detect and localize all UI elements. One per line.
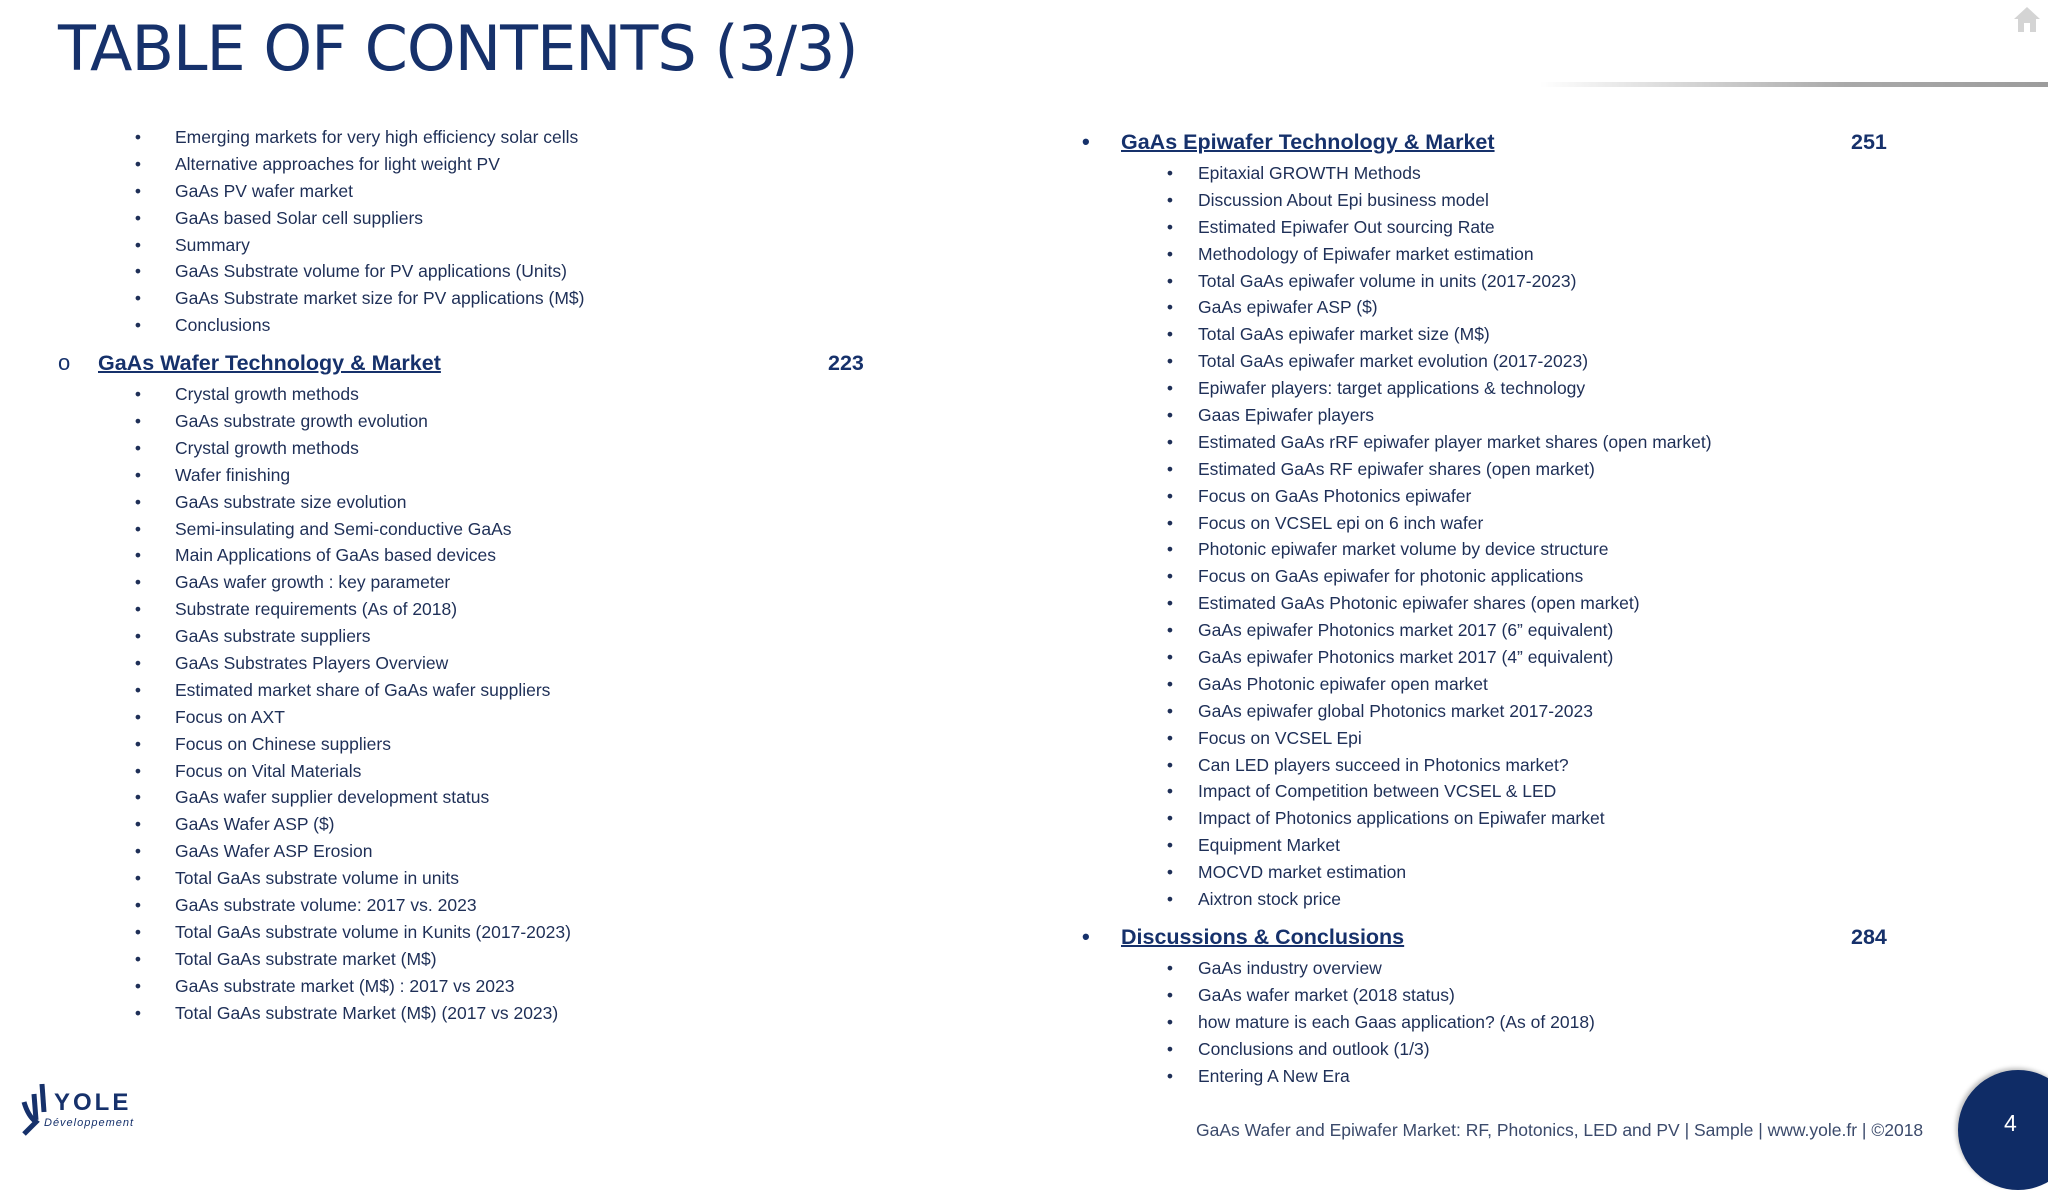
- toc-item: [0, 178, 900, 205]
- toc-item: [0, 946, 900, 973]
- toc-item: [0, 516, 900, 543]
- bullet-icon: •: [1166, 673, 1174, 694]
- toc-item-label: Focus on VCSEL Epi: [1198, 727, 1362, 748]
- bullet-icon: •: [1166, 512, 1174, 533]
- toc-item-label: Estimated GaAs rRF epiwafer player market shares (open market): [1198, 431, 1712, 452]
- bullet-icon: •: [1166, 620, 1174, 641]
- toc-item-label: Entering A New Era: [1198, 1065, 1350, 1086]
- toc-item: [0, 205, 900, 232]
- toc-item: [1060, 536, 1960, 563]
- bullet-icon: •: [134, 464, 142, 485]
- home-icon[interactable]: [2010, 2, 2044, 36]
- toc-item: [1060, 1063, 1960, 1090]
- toc-item: [0, 381, 900, 408]
- bullet-icon: •: [1166, 431, 1174, 452]
- bullet-icon: •: [1166, 781, 1174, 802]
- section-header-gaas-wafer[interactable]: [0, 345, 900, 381]
- toc-item: [0, 489, 900, 516]
- toc-item-label: Epiwafer players: target applications & technology: [1198, 378, 1586, 399]
- toc-item: [1060, 214, 1960, 241]
- toc-item-label: Focus on AXT: [175, 706, 285, 727]
- toc-item: [0, 1000, 900, 1027]
- toc-item-label: how mature is each Gaas application? (As of 2018): [1198, 1011, 1595, 1032]
- yole-logo: [16, 1076, 156, 1138]
- toc-item: [0, 312, 900, 339]
- bullet-icon: •: [1166, 405, 1174, 426]
- page-number-badge: [1958, 1070, 2048, 1190]
- toc-item-label: Main Applications of GaAs based devices: [175, 545, 497, 566]
- toc-item-label: Conclusions and outlook (1/3): [1198, 1038, 1430, 1059]
- bullet-icon: •: [1166, 270, 1174, 291]
- toc-item: [1060, 375, 1960, 402]
- section-page-number: 251: [1851, 130, 1887, 154]
- toc-item: [1060, 187, 1960, 214]
- bullet-icon: •: [1166, 808, 1174, 829]
- toc-item: [0, 232, 900, 259]
- bullet-icon: •: [1166, 458, 1174, 479]
- toc-item-label: Total GaAs substrate market (M$): [175, 948, 437, 969]
- toc-item: [0, 408, 900, 435]
- bullet-icon: •: [134, 841, 142, 862]
- toc-item: [1060, 617, 1960, 644]
- toc-item: [1060, 348, 1960, 375]
- bullet-icon: •: [134, 437, 142, 458]
- bullet-icon: •: [1166, 324, 1174, 345]
- bullet-icon: •: [1166, 727, 1174, 748]
- toc-item: [0, 124, 900, 151]
- bullet-icon: •: [134, 921, 142, 942]
- title-divider: [1540, 82, 2048, 87]
- bullet-icon: •: [134, 895, 142, 916]
- toc-item: [0, 462, 900, 489]
- bullet-icon: •: [134, 814, 142, 835]
- bullet-icon: •: [1166, 163, 1174, 183]
- toc-item: [0, 151, 900, 178]
- bullet-icon: •: [1166, 835, 1174, 856]
- bullet-icon: •: [134, 868, 142, 889]
- bullet-icon: •: [134, 733, 142, 754]
- toc-item-label: Conclusions: [175, 315, 271, 336]
- logo-tagline: Développement: [44, 1117, 135, 1129]
- toc-item-label: Epitaxial GROWTH Methods: [1198, 163, 1421, 183]
- bullet-icon: •: [1166, 862, 1174, 883]
- toc-item: [1060, 725, 1960, 752]
- bullet-icon: •: [134, 545, 142, 566]
- bullet-icon: •: [1166, 1065, 1174, 1086]
- toc-item-label: GaAs Substrate volume for PV applications (Units): [175, 261, 567, 282]
- toc-item: [1060, 671, 1960, 698]
- toc-item-label: Alternative approaches for light weight PV: [175, 153, 500, 174]
- toc-item: [1060, 268, 1960, 295]
- toc-item-label: GaAs based Solar cell suppliers: [175, 207, 424, 228]
- toc-item: [1060, 563, 1960, 590]
- toc-item: [0, 784, 900, 811]
- toc-item: [1060, 982, 1960, 1009]
- toc-item-label: Photonic epiwafer market volume by device structure: [1198, 539, 1609, 560]
- page-title: TABLE OF CONTENTS (3/3): [58, 12, 858, 85]
- toc-item-label: Focus on Vital Materials: [175, 760, 362, 781]
- toc-item: [1060, 859, 1960, 886]
- toc-item-label: GaAs epiwafer global Photonics market 2017-2023: [1198, 700, 1593, 721]
- bullet-icon: •: [134, 760, 142, 781]
- toc-item: [1060, 698, 1960, 725]
- bullet-icon: •: [1166, 539, 1174, 560]
- bullet-icon: •: [134, 180, 142, 201]
- toc-item-label: GaAs epiwafer Photonics market 2017 (6” equivalent): [1198, 620, 1614, 641]
- section-page-number: 284: [1851, 924, 1887, 949]
- toc-item-label: GaAs PV wafer market: [175, 180, 353, 201]
- toc-item-label: Wafer finishing: [175, 464, 291, 485]
- toc-item-label: GaAs wafer market (2018 status): [1198, 984, 1455, 1005]
- bullet-icon: •: [1166, 647, 1174, 668]
- toc-item: [1060, 955, 1960, 982]
- bullet-icon: •: [134, 706, 142, 727]
- bullet-icon: •: [1166, 297, 1174, 318]
- toc-item-label: Crystal growth methods: [175, 384, 359, 405]
- toc-item-label: GaAs Wafer ASP Erosion: [175, 841, 373, 862]
- toc-item-label: GaAs epiwafer ASP ($): [1198, 297, 1378, 318]
- right-column: [1060, 124, 1960, 1089]
- toc-item: [0, 704, 900, 731]
- bullet-icon: •: [134, 1002, 142, 1023]
- bullet-icon: •: [1166, 1011, 1174, 1032]
- toc-item: [0, 677, 900, 704]
- bullet-icon: •: [1166, 189, 1174, 210]
- toc-item-label: Focus on GaAs epiwafer for photonic applications: [1198, 566, 1584, 587]
- bullet-icon: •: [1166, 593, 1174, 614]
- bullet-icon: •: [134, 626, 142, 647]
- toc-item-label: Total GaAs epiwafer volume in units (2017-2023): [1198, 270, 1577, 291]
- toc-item: [0, 285, 900, 312]
- toc-item-label: Focus on Chinese suppliers: [175, 733, 391, 754]
- toc-item-label: GaAs substrate growth evolution: [175, 411, 428, 432]
- bullet-icon: •: [134, 679, 142, 700]
- toc-item: [0, 973, 900, 1000]
- left-column: [0, 124, 900, 1027]
- toc-item-label: Discussion About Epi business model: [1198, 189, 1489, 210]
- bullet-icon: •: [134, 948, 142, 969]
- toc-item-label: Aixtron stock price: [1198, 889, 1341, 910]
- toc-item: [1060, 832, 1960, 859]
- toc-item-label: Estimated market share of GaAs wafer suppliers: [175, 679, 551, 700]
- bullet-icon: •: [1166, 957, 1174, 978]
- toc-item-label: GaAs Wafer ASP ($): [175, 814, 335, 835]
- left-pre-items: [0, 124, 900, 339]
- toc-item-label: Summary: [175, 234, 250, 255]
- toc-item-label: Methodology of Epiwafer market estimation: [1198, 243, 1534, 264]
- toc-item: [1060, 429, 1960, 456]
- toc-item-label: Emerging markets for very high efficiency solar cells: [175, 127, 579, 147]
- bullet-icon: •: [134, 261, 142, 282]
- section-marker: o: [58, 350, 71, 376]
- toc-item-label: Total GaAs substrate Market (M$) (2017 vs 2023): [175, 1002, 559, 1023]
- section-header[interactable]: [1060, 124, 1960, 160]
- toc-item-label: GaAs substrate volume: 2017 vs. 2023: [175, 895, 477, 916]
- bullet-icon: •: [134, 491, 142, 512]
- toc-item: [1060, 241, 1960, 268]
- bullet-icon: •: [134, 572, 142, 593]
- section-marker: •: [1082, 923, 1090, 949]
- toc-item-label: Substrate requirements (As of 2018): [175, 599, 458, 620]
- toc-item-label: Estimated GaAs RF epiwafer shares (open market): [1198, 458, 1595, 479]
- bullet-icon: •: [134, 518, 142, 539]
- toc-item-label: GaAs epiwafer Photonics market 2017 (4” equivalent): [1198, 647, 1614, 668]
- toc-item-label: Crystal growth methods: [175, 437, 359, 458]
- toc-item: [1060, 886, 1960, 913]
- toc-item: [0, 569, 900, 596]
- section-header[interactable]: [1060, 919, 1960, 955]
- toc-item: [1060, 1009, 1960, 1036]
- bullet-icon: •: [1166, 378, 1174, 399]
- bullet-icon: •: [1166, 889, 1174, 910]
- toc-item-label: Impact of Photonics applications on Epiwafer market: [1198, 808, 1605, 829]
- bullet-icon: •: [1166, 754, 1174, 775]
- toc-item: [0, 919, 900, 946]
- toc-item-label: MOCVD market estimation: [1198, 862, 1407, 883]
- toc-item: [0, 865, 900, 892]
- bullet-icon: •: [1166, 566, 1174, 587]
- toc-item: [1060, 402, 1960, 429]
- bullet-icon: •: [134, 653, 142, 674]
- bullet-icon: •: [1166, 984, 1174, 1005]
- toc-item: [1060, 752, 1960, 779]
- toc-item: [1060, 160, 1960, 187]
- toc-item-label: GaAs industry overview: [1198, 957, 1382, 978]
- bullet-icon: •: [134, 207, 142, 228]
- toc-item-label: Can LED players succeed in Photonics market?: [1198, 754, 1569, 775]
- toc-item-label: Focus on VCSEL epi on 6 inch wafer: [1198, 512, 1484, 533]
- toc-item: [0, 731, 900, 758]
- section-link[interactable]: GaAs Wafer Technology & Market: [98, 351, 441, 376]
- bullet-icon: •: [1166, 1038, 1174, 1059]
- toc-item: [0, 838, 900, 865]
- toc-item-label: Focus on GaAs Photonics epiwafer: [1198, 485, 1472, 506]
- bullet-icon: •: [134, 315, 142, 336]
- toc-item: [1060, 321, 1960, 348]
- toc-item: [1060, 1036, 1960, 1063]
- toc-item: [0, 650, 900, 677]
- toc-item: [1060, 483, 1960, 510]
- bullet-icon: •: [134, 787, 142, 808]
- toc-item: [1060, 456, 1960, 483]
- bullet-icon: •: [1166, 243, 1174, 264]
- toc-item: [1060, 778, 1960, 805]
- bullet-icon: •: [1166, 700, 1174, 721]
- toc-item: [0, 596, 900, 623]
- toc-item-label: GaAs substrate size evolution: [175, 491, 407, 512]
- bullet-icon: •: [134, 411, 142, 432]
- toc-item: [1060, 644, 1960, 671]
- toc-item-label: Total GaAs epiwafer market evolution (2017-2023): [1198, 351, 1589, 372]
- toc-item-label: GaAs wafer growth : key parameter: [175, 572, 451, 593]
- toc-item-label: Equipment Market: [1198, 835, 1341, 856]
- bullet-icon: •: [134, 975, 142, 996]
- bullet-icon: •: [134, 288, 142, 309]
- section-link[interactable]: GaAs Epiwafer Technology & Market: [1121, 130, 1495, 154]
- toc-item-label: GaAs substrate suppliers: [175, 626, 371, 647]
- toc-item-label: Total GaAs substrate volume in Kunits (2017-2023): [175, 921, 571, 942]
- toc-item-label: Estimated Epiwafer Out sourcing Rate: [1198, 216, 1495, 237]
- toc-item: [0, 892, 900, 919]
- toc-item-label: Estimated GaAs Photonic epiwafer shares (open market): [1198, 593, 1640, 614]
- toc-item-label: GaAs Substrate market size for PV applications (M$): [175, 288, 585, 309]
- toc-item: [0, 811, 900, 838]
- toc-item: [1060, 590, 1960, 617]
- toc-item-label: Total GaAs substrate volume in units: [175, 868, 460, 889]
- toc-item-label: GaAs substrate market (M$) : 2017 vs 2023: [175, 975, 515, 996]
- toc-item: [0, 542, 900, 569]
- toc-item: [1060, 805, 1960, 832]
- bullet-icon: •: [134, 234, 142, 255]
- toc-item: [1060, 510, 1960, 537]
- section-link[interactable]: Discussions & Conclusions: [1121, 924, 1405, 949]
- section-marker: •: [1082, 129, 1090, 154]
- toc-item: [0, 758, 900, 785]
- toc-item-label: Gaas Epiwafer players: [1198, 405, 1375, 426]
- toc-item-label: GaAs wafer supplier development status: [175, 787, 490, 808]
- toc-item-label: GaAs Substrates Players Overview: [175, 653, 449, 674]
- toc-item-label: Total GaAs epiwafer market size (M$): [1198, 324, 1490, 345]
- toc-item-label: Semi-insulating and Semi-conductive GaAs: [175, 518, 512, 539]
- bullet-icon: •: [1166, 351, 1174, 372]
- logo-wordmark: YOLE: [54, 1089, 132, 1116]
- section-items: [0, 381, 900, 1026]
- bullet-icon: •: [1166, 216, 1174, 237]
- toc-item: [0, 623, 900, 650]
- bullet-icon: •: [134, 599, 142, 620]
- toc-item: [0, 258, 900, 285]
- bullet-icon: •: [134, 153, 142, 174]
- toc-item: [1060, 294, 1960, 321]
- bullet-icon: •: [134, 127, 142, 147]
- bullet-icon: •: [1166, 485, 1174, 506]
- page-number: 4: [2004, 1110, 2017, 1136]
- footer-text: GaAs Wafer and Epiwafer Market: RF, Photonics, LED and PV | Sample | www.yole.fr | ©2018: [1196, 1120, 1924, 1140]
- section-page-number: 223: [828, 351, 864, 376]
- toc-item: [0, 435, 900, 462]
- toc-item-label: Impact of Competition between VCSEL & LED: [1198, 781, 1557, 802]
- toc-item-label: GaAs Photonic epiwafer open market: [1198, 673, 1488, 694]
- bullet-icon: •: [134, 384, 142, 405]
